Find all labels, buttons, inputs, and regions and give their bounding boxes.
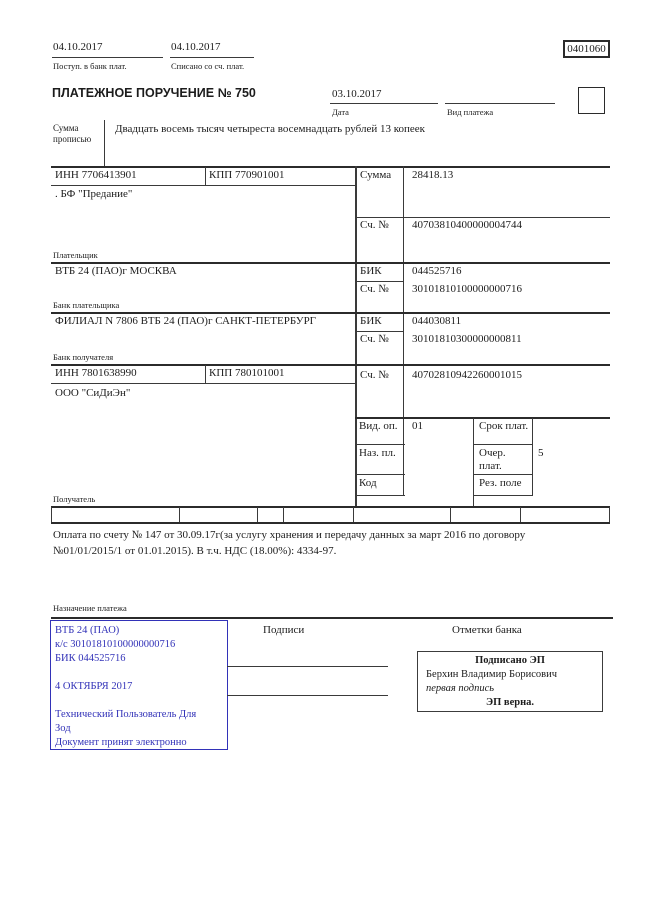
payer-name: . БФ "Предание"	[55, 188, 133, 200]
payer-account-label: Сч. №	[360, 219, 389, 231]
payee-account-label: Сч. №	[360, 369, 389, 381]
stamp-signature-role: первая подпись	[426, 683, 495, 694]
grid-line-v	[450, 507, 451, 522]
stamp-title: Подписано ЭП	[475, 655, 545, 666]
grid-line-h	[473, 444, 533, 445]
payer-account: 40703810400000004744	[412, 219, 522, 231]
payee-kpp: КПП 780101001	[209, 367, 285, 379]
payee-bank-bik: 044030811	[412, 315, 462, 327]
document-date: 03.10.2017	[332, 88, 382, 100]
payee-bank-label: Банк получателя	[53, 352, 114, 362]
grid-line-h	[51, 617, 613, 619]
grid-line-h	[355, 281, 403, 282]
naz-pl-label: Наз. пл.	[359, 447, 396, 459]
received-date-underline	[52, 57, 163, 58]
purpose-line-1: Оплата по счету № 147 от 30.09.17г(за услугу хранения и передачу данных за март 2016 по договору	[53, 529, 526, 541]
grid-line-h	[51, 364, 610, 366]
payee-bank-account-label: Сч. №	[360, 333, 389, 345]
signatures-header: Подписи	[263, 624, 305, 636]
grid-line-h	[51, 312, 610, 314]
e-stamp-line	[55, 694, 225, 708]
payee-account: 40702810942260001015	[412, 369, 522, 381]
grid-line-v	[205, 167, 206, 185]
payer-bank-account-label: Сч. №	[360, 283, 389, 295]
payer-bank-bik-label: БИК	[360, 265, 382, 277]
payer-bank-label: Банк плательщика	[53, 300, 120, 310]
payer-bank-name: ВТБ 24 (ПАО)г МОСКВА	[55, 265, 177, 277]
document-date-label: Дата	[332, 107, 349, 117]
amount-words-divider	[104, 120, 105, 166]
grid-line-h	[51, 383, 355, 384]
grid-line-v	[51, 507, 52, 522]
payer-bank-bik: 044525716	[412, 265, 462, 277]
grid-line-h	[473, 495, 533, 496]
grid-line-v	[205, 365, 206, 383]
vid-op-value: 01	[412, 420, 423, 432]
grid-line-v	[257, 507, 258, 522]
payee-bank-account: 30101810300000000811	[412, 333, 522, 345]
sum-label: Сумма	[360, 169, 392, 181]
grid-line-v	[532, 418, 533, 496]
payer-label: Плательщик	[53, 250, 98, 260]
debited-date: 04.10.2017	[171, 41, 221, 53]
grid-line-h	[355, 495, 405, 496]
e-stamp-line: Зод	[55, 723, 71, 734]
payment-type-checkbox	[578, 87, 605, 114]
payee-inn: ИНН 7801638990	[55, 367, 137, 379]
ocher-plat-label: Очер. плат.	[479, 447, 506, 472]
grid-line-v	[520, 507, 521, 522]
grid-line-v	[179, 507, 180, 522]
payer-kpp: КПП 770901001	[209, 169, 285, 181]
grid-line-h	[51, 185, 355, 186]
grid-line-v	[353, 507, 354, 522]
debited-date-underline	[170, 57, 254, 58]
grid-line-h	[51, 262, 610, 264]
payee-name: ООО "СиДиЭн"	[55, 387, 131, 399]
payment-type-label: Вид платежа	[447, 107, 494, 117]
payee-label: Получатель	[53, 494, 96, 504]
grid-line-h	[51, 166, 610, 168]
signed-stamp-box	[417, 651, 603, 712]
stamp-signer-name: Берхин Владимир Борисович	[426, 669, 557, 680]
bank-marks-header: Отметки банка	[452, 624, 522, 636]
grid-line-h	[355, 444, 405, 445]
payee-bank-bik-label: БИК	[360, 315, 382, 327]
srok-plat-label: Срок плат.	[479, 420, 529, 432]
grid-line-h	[355, 217, 610, 218]
grid-line-v	[403, 166, 404, 496]
amount-words-value: Двадцать восемь тысяч четыреста восемнадцать рублей 13 копеек	[115, 123, 426, 135]
e-stamp-line: к/с 30101810100000000716	[55, 639, 176, 650]
e-stamp-line: Технический Пользователь Для	[55, 709, 197, 720]
stamp-verified: ЭП верна.	[485, 697, 534, 708]
e-stamp-line: Документ принят электронно	[55, 737, 187, 748]
e-stamp-line	[55, 666, 225, 680]
received-date: 04.10.2017	[53, 41, 103, 53]
e-stamp-line: ВТБ 24 (ПАО)	[55, 625, 120, 636]
signature-line-1	[227, 666, 388, 667]
grid-line-h	[355, 474, 405, 475]
grid-line-h	[51, 506, 610, 508]
vid-op-label: Вид. оп.	[359, 420, 398, 432]
grid-line-h	[473, 474, 533, 475]
signature-line-2	[227, 695, 388, 696]
rez-pole-label: Рез. поле	[479, 477, 522, 489]
payer-inn: ИНН 7706413901	[55, 169, 137, 181]
document-date-underline	[330, 103, 438, 104]
ocher-plat-value: 5	[538, 447, 544, 459]
kod-label: Код	[359, 477, 377, 489]
grid-line-h	[355, 417, 610, 419]
grid-line-h	[355, 331, 403, 332]
debited-date-label: Списано со сч. плат.	[171, 61, 245, 71]
e-stamp-line: 4 ОКТЯБРЯ 2017	[55, 681, 133, 692]
purpose-label: Назначение платежа	[53, 603, 127, 613]
payee-bank-name: ФИЛИАЛ N 7806 ВТБ 24 (ПАО)г САНКТ-ПЕТЕРБУРГ	[55, 315, 317, 327]
received-date-label: Поступ. в банк плат.	[53, 61, 127, 71]
amount-words-label: Сумма прописью	[53, 123, 92, 144]
grid-line-v	[609, 507, 610, 522]
grid-line-v	[283, 507, 284, 522]
e-stamp-line: БИК 044525716	[55, 653, 126, 664]
purpose-line-2: №01/01/2015/1 от 01.01.2015). В т.ч. НДС (18.00%): 4334-97.	[53, 545, 337, 557]
sum-value: 28418.13	[412, 169, 454, 181]
payer-bank-account: 30101810100000000716	[412, 283, 522, 295]
grid-line-v	[473, 418, 474, 507]
form-code-box: 0401060	[563, 40, 610, 58]
document-title: ПЛАТЕЖНОЕ ПОРУЧЕНИЕ № 750	[52, 86, 256, 100]
bank-electronic-stamp	[50, 620, 228, 750]
payment-type-underline	[445, 103, 555, 104]
grid-line-h	[51, 522, 610, 524]
